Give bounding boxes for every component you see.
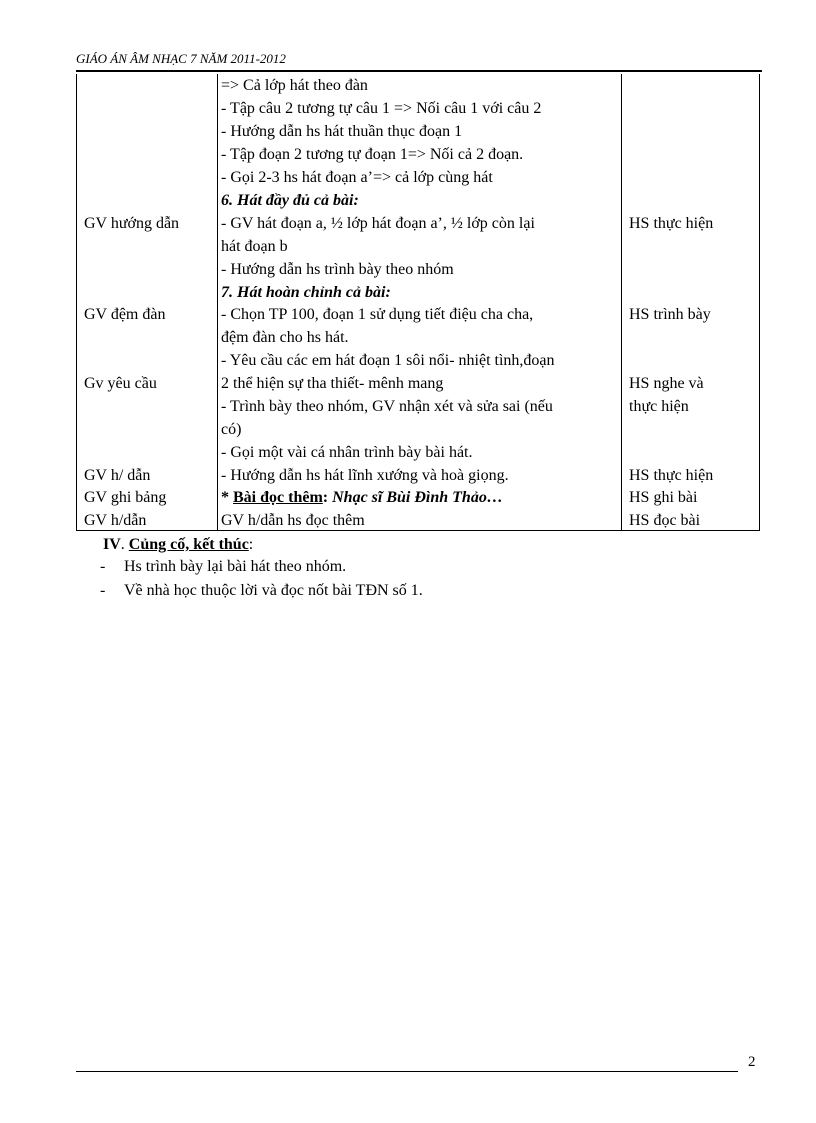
header-title: GIÁO ÁN ÂM NHẠC 7 NĂM 2011-2012 xyxy=(76,51,286,66)
student-cell: HS ghi bài xyxy=(629,489,698,506)
content-line: - Hướng dẫn hs trình bày theo nhóm xyxy=(221,261,454,278)
reading-label: Bài đọc thêm xyxy=(233,489,323,506)
bullet-dash: - xyxy=(100,558,106,575)
summary-colon: : xyxy=(248,536,254,553)
page-number: 2 xyxy=(748,1054,756,1070)
student-cell: thực hiện xyxy=(629,398,689,415)
page-header xyxy=(76,50,762,72)
summary-item-text: Hs trình bày lại bài hát theo nhóm. xyxy=(124,558,347,575)
teacher-column xyxy=(77,74,218,530)
content-line: - Trình bày theo nhóm, GV nhận xét và sửa sai (nếu xyxy=(221,398,553,415)
content-line: - GV hát đoạn a, ½ lớp hát đoạn a’, ½ lớp còn lại xyxy=(221,215,535,232)
student-column xyxy=(622,74,759,530)
content-line: - Yêu cầu các em hát đoạn 1 sôi nổi- nhiệt tình,đoạn xyxy=(221,352,555,369)
summary-dot: . xyxy=(120,536,129,553)
content-line: - Chọn TP 100, đoạn 1 sử dụng tiết điệu cha cha, xyxy=(221,306,534,323)
section-heading: 7. Hát hoàn chỉnh cả bài: xyxy=(221,284,391,301)
content-line: - Hướng dẫn hs hát lĩnh xướng và hoà giọng. xyxy=(221,467,509,484)
content-line: - Hướng dẫn hs hát thuần thục đoạn 1 xyxy=(221,123,463,140)
student-cell: HS thực hiện xyxy=(629,215,714,232)
teacher-cell: GV h/ dẫn xyxy=(84,467,151,484)
teacher-cell: GV hướng dẫn xyxy=(84,215,180,232)
student-cell: HS nghe và xyxy=(629,375,704,392)
reading-line xyxy=(218,486,621,509)
summary-item-text: Về nhà học thuộc lời và đọc nốt bài TĐN số 1. xyxy=(124,582,423,599)
student-cell: HS trình bày xyxy=(629,306,711,323)
teacher-cell: GV h/dẫn xyxy=(84,512,147,529)
content-line: đệm đàn cho hs hát. xyxy=(221,329,349,346)
reading-colon: : xyxy=(322,489,333,506)
content-line: - Gọi một vài cá nhân trình bày bài hát. xyxy=(221,444,473,461)
summary-item xyxy=(100,580,423,602)
content-line: - Tập đoạn 2 tương tự đoạn 1=> Nối cả 2 đoạn. xyxy=(221,146,524,163)
footer-rule xyxy=(76,1071,738,1072)
teacher-cell: GV đệm đàn xyxy=(84,306,166,323)
content-line: => Cả lớp hát theo đàn xyxy=(221,77,368,94)
content-line: hát đoạn b xyxy=(221,238,288,255)
student-cell: HS thực hiện xyxy=(629,467,714,484)
reading-prefix: * xyxy=(221,489,233,506)
student-cell: HS đọc bài xyxy=(629,512,701,529)
content-line: GV h/dẫn hs đọc thêm xyxy=(221,512,365,529)
content-line: - Tập câu 2 tương tự câu 1 => Nối câu 1 với câu 2 xyxy=(221,100,542,117)
content-column xyxy=(218,74,622,530)
content-line: 2 thể hiện sự tha thiết- mênh mang xyxy=(221,375,444,392)
summary-numeral: IV xyxy=(103,536,121,553)
summary-title: Củng cố, kết thúc xyxy=(128,536,249,553)
section-heading: 6. Hát đầy đủ cả bài: xyxy=(221,192,359,209)
teacher-cell: GV ghi bảng xyxy=(84,489,167,506)
content-line: có) xyxy=(221,421,242,438)
teacher-cell: Gv yêu cầu xyxy=(84,375,157,392)
summary-item xyxy=(100,556,346,578)
summary-heading xyxy=(103,534,253,556)
bullet-dash: - xyxy=(100,582,106,599)
content-line: - Gọi 2-3 hs hát đoạn a’=> cả lớp cùng hát xyxy=(221,169,493,186)
reading-title: Nhạc sĩ Bùi Đình Thảo… xyxy=(332,489,503,506)
lesson-table xyxy=(76,74,760,531)
